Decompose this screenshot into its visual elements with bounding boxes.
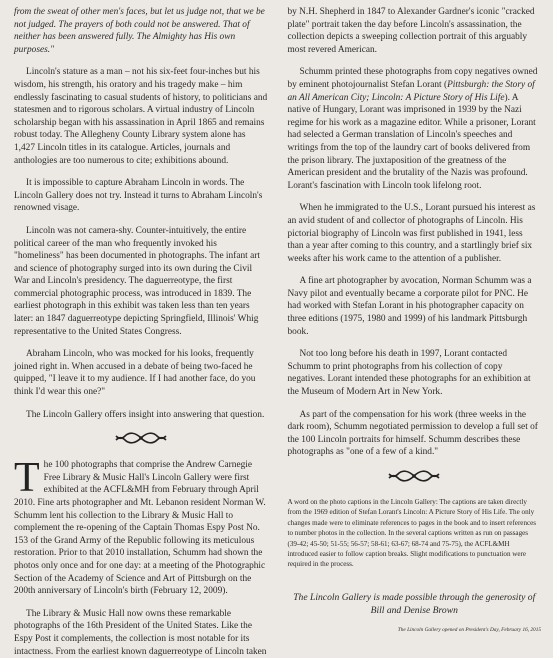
paragraph-death: Not too long before his death in 1997, Lorant contacted Schumm to print photographs from his collection of copy negatives. Lorant intended these photographs for an exhibition at the Museum of Modern Art in New York. — [287, 349, 531, 398]
left-column — [14, 6, 268, 657]
paragraph-schumm-pilot: A fine art photographer by avocation, Norman Schumm was a Navy pilot and eventually became a corporate pilot for PNC. He had worked with Stefan Lorant in his photographer capacity on three editions (1975, 1980 and 1999) of his landmark Pittsburgh book. — [287, 276, 532, 337]
drop-cap: T — [14, 455, 40, 502]
paragraph-camera: Lincoln was not camera-shy. Counter-intuitively, the entire political career of the man who frequently invoked his "homeliness" has been documented in photographs. The infant art and science of photography surged into its own during the Civil War and Lincoln's presidency. The daguerreotype, the first commercial photographic process, was introduced in 1839. The earliest photograph in this exhibit was taken less than ten years later: an 1847 daguerreotype depicting Springfield, Illinois' Whig representative to the United States Congress. — [14, 225, 260, 337]
paragraph-immigrated: When he immigrated to the U.S., Lorant pursued his interest as an avid student of and collector of photographs of Lincoln. His pictorial biography of Lincoln was first published in 1941, less than a year after coming to this country, and a startlingly brief six weeks after his work came to the attention of a publisher. — [287, 203, 536, 264]
paragraph-capture: It is impossible to capture Abraham Lincoln in words. The Lincoln Gallery does not try. Instead it turns to Abraham Lincoln's renowned visage. — [14, 178, 263, 214]
flourish-ornament-icon — [384, 469, 444, 483]
paragraph-photographs: The 100 photographs that comprise the Andrew Carnegie Free Library & Music Hall's Lincoln Gallery were first exhibited at the ACFL&MH from February through April 2010. Fine arts photographer and Mt. Lebanon resident Norman W. Schumm lent his collection to the Library & Music Hall to complement the re-opening of the Captain Thomas Espy Post No. 153 of the Grand Army of the Republic following its meticulous restoration. Prior to that 2010 installation, Schumm had shown the photos only once and for one day: at a meeting of the Photographic Section of the Academy of Science and Art of Pittsburgh on the 200th anniversary of Lincoln's birth (February 12, 2009). — [14, 455, 266, 597]
lincoln-quote: from the sweat of other men's faces, but let us judge not, that we be not judged. The prayers of both could not be answered. That of neither has been answered fully. The Almighty has His own purposes." — [14, 7, 265, 55]
paragraph-insight: The Lincoln Gallery offers insight into answering that question. — [26, 409, 265, 420]
paragraph-library-owns: The Library & Music Hall now owns these remarkable photographs of the 16th President of the United States. Like the Espy Post it complements, the collection is most notable for its intactness. From the earliest known daguerreotype of Lincoln taken — [14, 608, 267, 657]
opening-footnote: The Lincoln Gallery opened on President's Day, February 16, 2015 — [397, 627, 541, 634]
credit-line: The Lincoln Gallery is made possible through the generosity of Bill and Denise Brown — [293, 591, 536, 616]
flourish-ornament-icon — [111, 431, 171, 445]
paragraph-shepherd: by N.H. Shepherd in 1847 to Alexander Gardner's iconic "cracked plate" portrait taken the day before Lincoln's assassination, the collection depicts a sweeping collection portrait of this arguably most revered American. — [287, 7, 535, 55]
paragraph-stature: Lincoln's stature as a man – not his six-feet four-inches but his wisdom, his strength, his oratory and his tragedy make – him endlessly fascinating to casual students of history, to politicians and statesmen and to rigorous scholars. A virtual industry of Lincoln scholarship began with his assassination in April 1865 and remains robust today. The Allegheny County Library system alone has 1,427 Lincoln titles in its catalogue. Articles, journals and anthologies are too numerous to cite; exhibitions abound. — [14, 67, 268, 166]
donor-names: Bill and Denise Brown — [370, 604, 458, 616]
book-titles: Pittsburgh: the Story of an All American City; Lincoln: A Picture Story of His Life — [287, 79, 535, 103]
paragraph-two-faced: Abraham Lincoln, who was mocked for his looks, frequently joined right in. When accused in a debate of being two-faced he quipped, "I leave it to my audience. If I had another face, do you think I'd wear this one?" — [14, 349, 256, 398]
right-column — [287, 6, 542, 634]
paragraph-lorant: Schumm printed these photographs from copy negatives owned by eminent photojournalist Stefan Lorant (Pittsburgh: the Story of an All American City; Lincoln: A Picture Story of His Life). A native of Hungary, Lorant was imprisoned in 1939 by the Nazi regime for his work as a magazine editor. While a prisoner, Lorant had selected a German translation of Lincoln's speeches and writings from the top of the laundry cart of books delivered from the prison library. The juxtaposition of the greatness of the American president and the brutality of the Nazis was profound. Lorant's fascination with Lincoln took lifelong root. — [287, 67, 538, 191]
caption-note: A word on the photo captions in the Lincoln Gallery: The captions are taken directly from the 1969 edition of Stefan Lorant's Lincoln: A Picture Story of His Life. The only changes made were to eliminate references to pages in the book and to insert references to number photos in the collection. In the several captions written as run on passages (39-42; 45-50; 51-55; 56-57; 58-61; 63-67; 68-74 and 75-75), the ACFL&MH introduced easier to follow caption breaks. Slight modifications to punctuation were required in the process. — [287, 498, 537, 569]
paragraph-compensation: As part of the compensation for his work (three weeks in the dark room), Schumm negotiated permission to develop a full set of the 100 Lincoln portraits for himself. Schumm describes these photographs as "one of a few of a kind." — [287, 409, 538, 458]
